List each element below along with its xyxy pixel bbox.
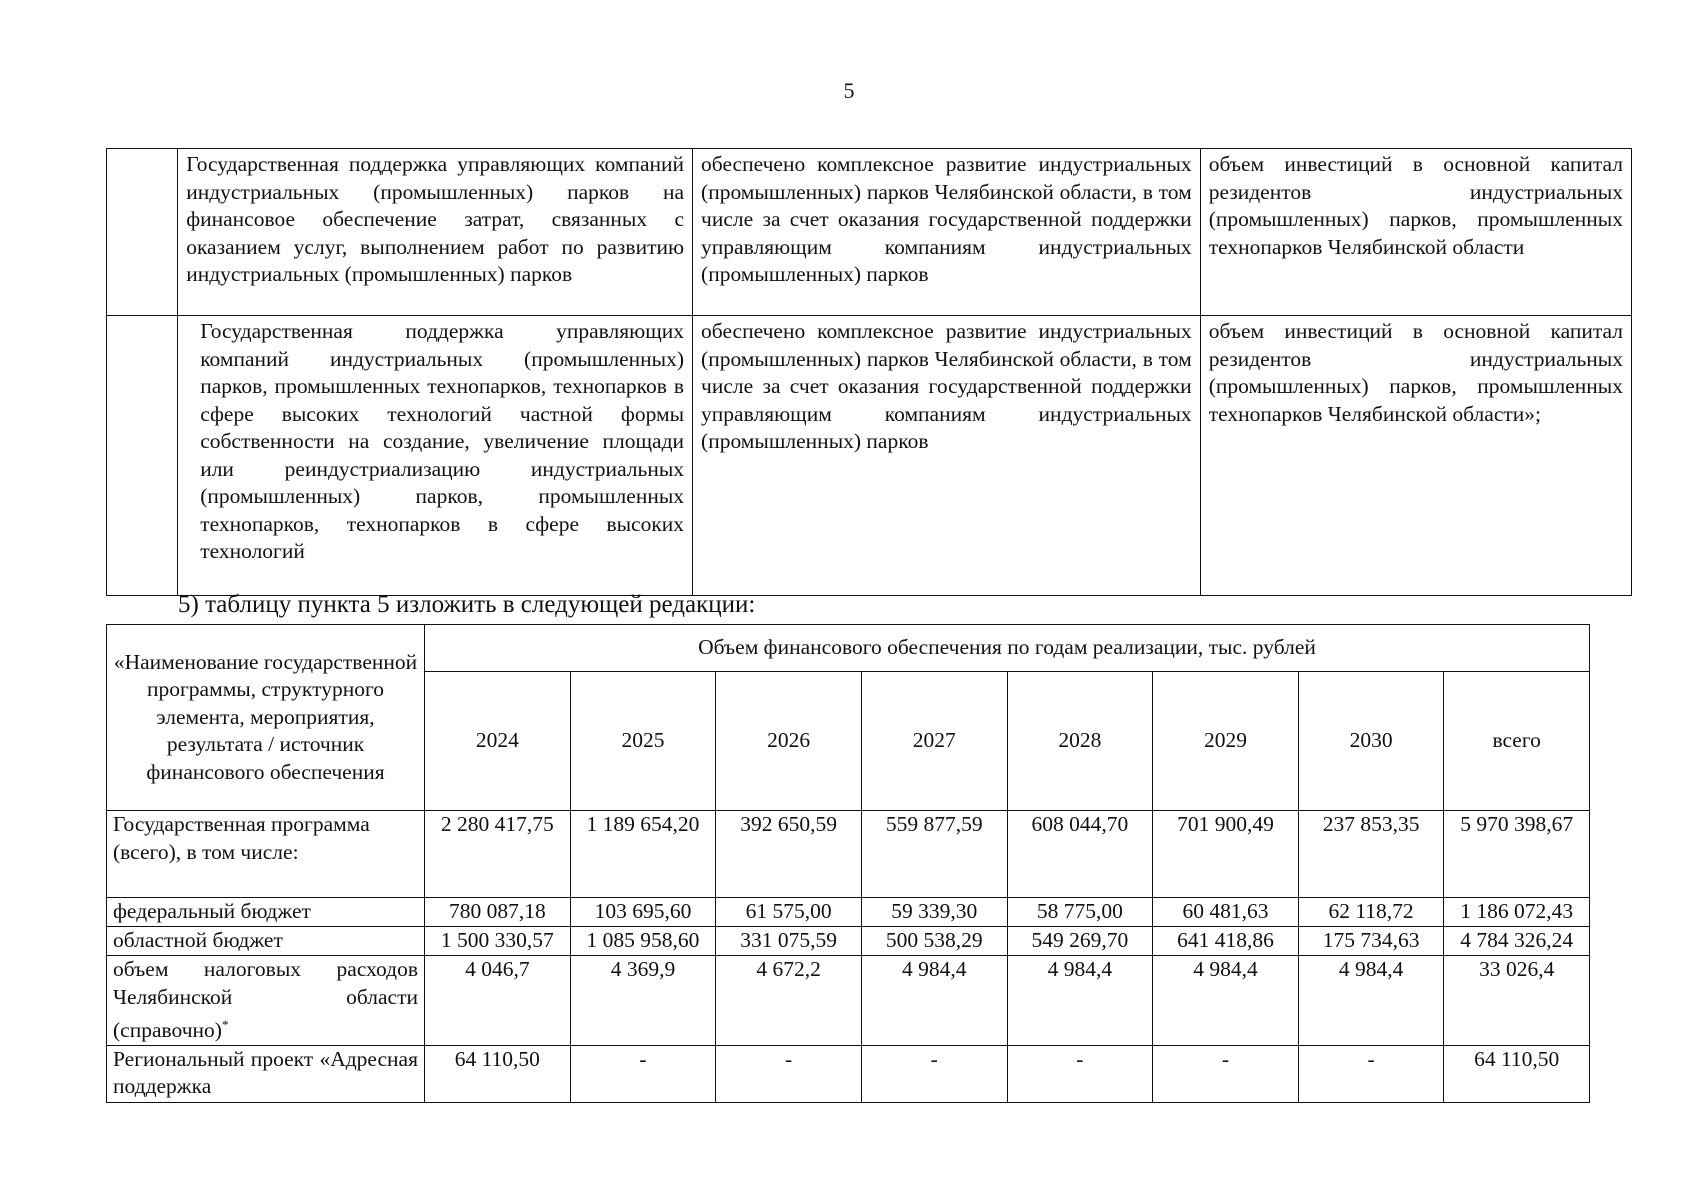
measure-result-cell: обеспечено комплексное развитие индустриальных (промышленных) парков Челябинской области, в том числе за счет оказания государственной поддержки управляющим компаниям индустриальных (промышленных) парков [693,149,1201,316]
row-label: областной бюджет [107,927,425,956]
value-cell: 392 650,59 [716,811,862,898]
value-cell: 500 538,29 [861,927,1007,956]
measure-name-cell: Государственная поддержка управляющих компаний индустриальных (промышленных) парков, промышленных технопарков, технопарков в сфере высоких технологий частной формы собственности на создание, увеличение площади или реиндустриализацию индустриальных (промышленных) парков, промышленных технопарков, технопарков в сфере высоких технологий [178,316,693,596]
table-row [107,149,1632,316]
value-cell: 33 026,4 [1444,956,1590,1046]
value-cell: 780 087,18 [425,898,571,927]
value-cell: 1 085 958,60 [570,927,716,956]
table-row [107,316,1632,596]
value-cell: 4 984,4 [1007,956,1153,1046]
value-cell: - [861,1045,1007,1102]
row-label: федеральный бюджет [107,898,425,927]
year-header: 2025 [570,672,716,811]
value-cell: 59 339,30 [861,898,1007,927]
page-number: 5 [843,78,855,103]
year-header: 2030 [1298,672,1444,811]
value-cell: 4 984,4 [1298,956,1444,1046]
value-cell: 5 970 398,67 [1444,811,1590,898]
value-cell: 61 575,00 [716,898,862,927]
measures-table [106,148,1632,596]
year-header: 2029 [1153,672,1299,811]
table-row [107,927,1590,956]
finance-table [106,624,1590,1103]
table-row [107,898,1590,927]
header-row [107,625,1590,672]
name-column-header: «Наименование государственной программы, структурного элемента, мероприятия, результата / источник финансового обеспечения [107,625,425,811]
value-cell: 175 734,63 [1298,927,1444,956]
value-cell: 559 877,59 [861,811,1007,898]
amendment-instruction: 5) таблицу пункта 5 изложить в следующей редакции: [178,591,756,618]
value-cell: 4 784 326,24 [1444,927,1590,956]
value-cell: 103 695,60 [570,898,716,927]
value-cell: 64 110,50 [425,1045,571,1102]
value-cell: 549 269,70 [1007,927,1153,956]
value-cell: 237 853,35 [1298,811,1444,898]
value-cell: 701 900,49 [1153,811,1299,898]
value-cell: 2 280 417,75 [425,811,571,898]
value-cell: 1 189 654,20 [570,811,716,898]
measure-result-cell: обеспечено комплексное развитие индустриальных (промышленных) парков Челябинской области, в том числе за счет оказания государственной поддержки управляющим компаниям индустриальных (промышленных) парков [693,316,1201,596]
value-cell: 1 186 072,43 [1444,898,1590,927]
table-row [107,811,1590,898]
total-header: всего [1444,672,1590,811]
value-cell: 608 044,70 [1007,811,1153,898]
value-cell: - [716,1045,862,1102]
row-label: объем налоговых расходов Челябинской области (справочно) [113,957,418,1043]
value-cell: 4 984,4 [861,956,1007,1046]
year-header: 2028 [1007,672,1153,811]
value-cell: - [1298,1045,1444,1102]
measure-name-cell: Государственная поддержка управляющих компаний индустриальных (промышленных) парков на финансовое обеспечение затрат, связанных с оказанием услуг, выполнением работ по развитию индустриальных (промышленных) парков [178,149,693,316]
table-row [107,1045,1590,1102]
value-cell: 60 481,63 [1153,898,1299,927]
value-cell: 331 075,59 [716,927,862,956]
row-label: Региональный проект «Адресная поддержка [107,1045,425,1102]
value-cell: 4 369,9 [570,956,716,1046]
year-header: 2027 [861,672,1007,811]
value-cell: 641 418,86 [1153,927,1299,956]
value-cell: 4 046,7 [425,956,571,1046]
value-cell: 58 775,00 [1007,898,1153,927]
footnote-mark: * [221,1017,229,1032]
measure-indicator-cell: объем инвестиций в основной капитал резидентов индустриальных (промышленных) парков, промышленных технопарков Челябинской области»; [1200,316,1631,596]
row-number-cell [107,316,178,596]
value-cell: 64 110,50 [1444,1045,1590,1102]
measure-indicator-cell: объем инвестиций в основной капитал резидентов индустриальных (промышленных) парков, промышленных технопарков Челябинской области [1200,149,1631,316]
value-cell: - [570,1045,716,1102]
year-header: 2026 [716,672,862,811]
row-label: Государственная программа (всего), в том числе: [107,811,425,898]
value-cell: 4 984,4 [1153,956,1299,1046]
value-cell: 4 672,2 [716,956,862,1046]
row-number-cell [107,149,178,316]
value-cell: - [1007,1045,1153,1102]
value-cell: 62 118,72 [1298,898,1444,927]
value-cell: - [1153,1045,1299,1102]
year-header: 2024 [425,672,571,811]
table-row [107,956,1590,1046]
row-label-cell [107,956,425,1046]
funding-group-header: Объем финансового обеспечения по годам реализации, тыс. рублей [425,625,1590,672]
value-cell: 1 500 330,57 [425,927,571,956]
